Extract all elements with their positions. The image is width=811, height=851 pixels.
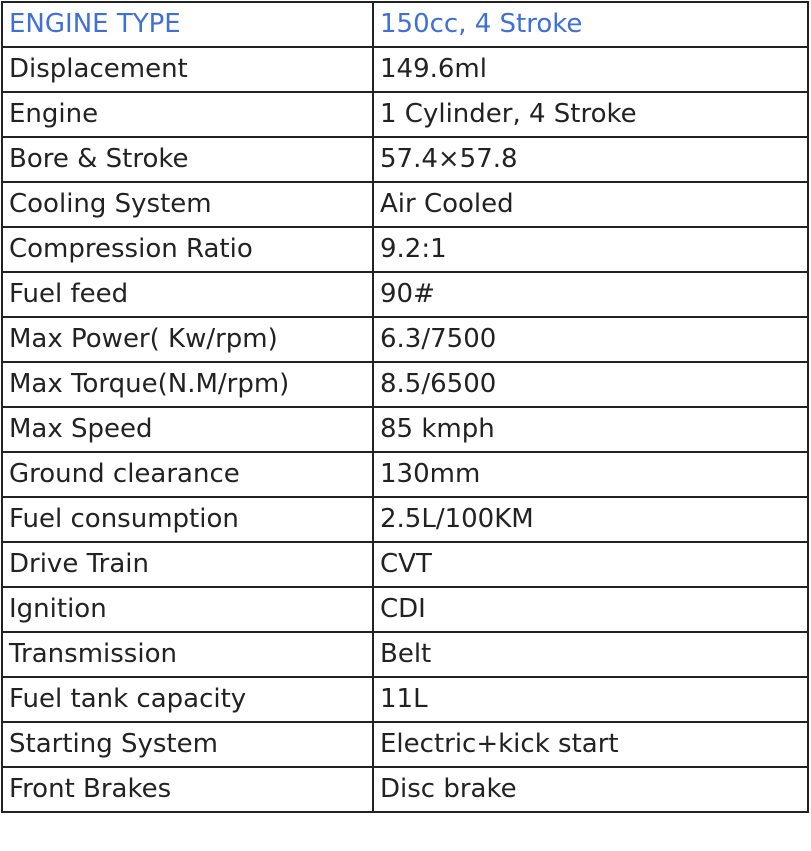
spec-value: 90#: [373, 272, 808, 317]
table-row: [2, 722, 808, 767]
spec-value: Disc brake: [373, 767, 808, 812]
spec-label: Engine: [2, 92, 373, 137]
spec-table: [1, 1, 809, 813]
table-row: [2, 677, 808, 722]
spec-value: 8.5/6500: [373, 362, 808, 407]
table-row: [2, 542, 808, 587]
spec-label: Max Torque(N.M/rpm): [2, 362, 373, 407]
table-row: [2, 587, 808, 632]
spec-header-value: 150cc, 4 Stroke: [373, 2, 808, 47]
spec-value: Belt: [373, 632, 808, 677]
spec-value: 130mm: [373, 452, 808, 497]
spec-value: 9.2:1: [373, 227, 808, 272]
spec-label: Drive Train: [2, 542, 373, 587]
spec-value: Electric+kick start: [373, 722, 808, 767]
spec-value: 11L: [373, 677, 808, 722]
table-row: [2, 182, 808, 227]
table-row: [2, 92, 808, 137]
spec-value: 2.5L/100KM: [373, 497, 808, 542]
spec-value: 85 kmph: [373, 407, 808, 452]
spec-label: Fuel feed: [2, 272, 373, 317]
spec-label: Transmission: [2, 632, 373, 677]
spec-label: Max Power( Kw/rpm): [2, 317, 373, 362]
table-row: [2, 632, 808, 677]
spec-header-row: [2, 2, 808, 47]
spec-value: Air Cooled: [373, 182, 808, 227]
spec-label: Front Brakes: [2, 767, 373, 812]
spec-value: 149.6ml: [373, 47, 808, 92]
spec-label: Starting System: [2, 722, 373, 767]
table-row: [2, 317, 808, 362]
spec-label: Fuel tank capacity: [2, 677, 373, 722]
spec-label: Max Speed: [2, 407, 373, 452]
table-row: [2, 272, 808, 317]
spec-table-body: [2, 2, 808, 812]
table-row: [2, 47, 808, 92]
table-row: [2, 497, 808, 542]
table-row: [2, 407, 808, 452]
spec-label: Bore & Stroke: [2, 137, 373, 182]
spec-value: 1 Cylinder, 4 Stroke: [373, 92, 808, 137]
table-row: [2, 137, 808, 182]
spec-label: Cooling System: [2, 182, 373, 227]
spec-label: Displacement: [2, 47, 373, 92]
table-row: [2, 227, 808, 272]
table-row: [2, 767, 808, 812]
table-row: [2, 362, 808, 407]
spec-value: 6.3/7500: [373, 317, 808, 362]
spec-header-label: ENGINE TYPE: [2, 2, 373, 47]
spec-value: CDI: [373, 587, 808, 632]
spec-label: Fuel consumption: [2, 497, 373, 542]
spec-label: Ignition: [2, 587, 373, 632]
spec-label: Compression Ratio: [2, 227, 373, 272]
spec-label: Ground clearance: [2, 452, 373, 497]
spec-value: CVT: [373, 542, 808, 587]
table-row: [2, 452, 808, 497]
spec-value: 57.4×57.8: [373, 137, 808, 182]
